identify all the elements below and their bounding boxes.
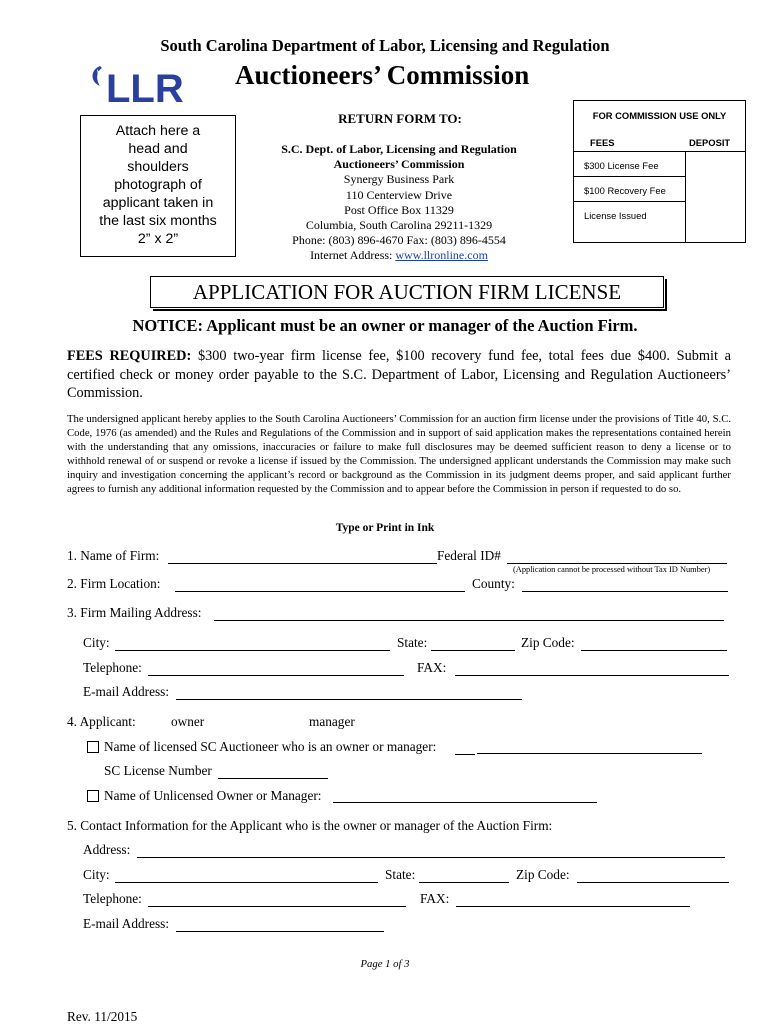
sc-license-input[interactable] [218,778,328,779]
return-address-line: Columbia, South Carolina 29211-1329 [305,218,493,233]
sc-license-label: SC License Number [104,763,212,778]
unlicensed-owner-input[interactable] [333,802,597,803]
firm-location-label: 2. Firm Location: [67,576,161,591]
office-row-license-fee [574,152,685,177]
fax-label: FAX: [417,660,447,675]
declaration-paragraph: The undersigned applicant hereby applies to the South Carolina Auctioneers’ Commission for an auction firm license under the provisions of Title 40, S.C. Code, 1976 (as amended) and the Rules and Regulations of the Commission and in support of said application makes the representations contained herein with the understanding that any omissions, inaccuracies or failure to make full disclosures may be deemed sufficient reason to deny a license or to withhold renewal of or suspend or revoke a license if issued by the Commission. The undersigned applicant understands the Commission may make such inquiry and investigation concerning the applicant’s record or background as the Commission in its judgment deems proper, and said applicant further agrees to furnish any additional information requested by the Commission and to appear before the Commission in person if requested to do so. [67,413,731,496]
logo-text: LLR [106,67,184,108]
fees-required-text: $300 two-year firm license fee, $100 recovery fund fee, total fees due $400. Submit a certified check or money order payable to the S.C. Department of Labor, Licensing and Regulation Auctioneers’ Commission. [67,348,731,402]
firm-name-input[interactable] [168,563,437,564]
fees-header: FEES [590,137,615,148]
licensed-auctioneer-label: Name of licensed SC Auctioneer who is an owner or manager: [104,739,437,754]
table-divider [685,151,686,243]
photo-instruction-line: photograph of [114,177,202,193]
office-row-recovery-fee [574,177,685,202]
page-number: Page 1 of 3 [360,958,410,970]
contact-state-input[interactable] [419,882,509,883]
type-print-instruction: Type or Print in Ink [335,522,435,534]
commission-use-box [573,100,746,243]
contact-fax-input[interactable] [456,906,690,907]
return-address-line: Post Office Box 11329 [344,202,454,217]
contact-state-label: State: [385,867,416,882]
county-input[interactable] [522,591,728,592]
telephone-label: Telephone: [83,660,142,675]
state-label: State: [397,635,428,650]
applicant-label: 4. Applicant: [67,714,136,729]
contact-telephone-label: Telephone: [83,891,142,906]
contact-info-label: 5. Contact Information for the Applicant who is the owner or manager of the Auction Firm: [67,818,553,833]
fees-required-label: FEES REQUIRED: [67,348,192,364]
county-label: County: [472,576,515,591]
city-label: City: [83,635,110,650]
city-input[interactable] [115,650,390,651]
department-heading: South Carolina Department of Labor, Licensing and Regulation [160,36,610,55]
return-commission: Auctioneers’ Commission [333,157,465,172]
unlicensed-owner-label: Name of Unlicensed Owner or Manager: [104,788,322,803]
contact-address-label: Address: [83,842,131,857]
licensed-auctioneer-input[interactable] [477,753,702,754]
office-row-label: License Issued [584,210,647,221]
contact-zip-label: Zip Code: [516,867,570,882]
commission-use-title: FOR COMMISSION USE ONLY [592,110,727,121]
contact-email-label: E-mail Address: [83,916,170,931]
zip-label: Zip Code: [521,635,575,650]
application-title: APPLICATION FOR AUCTION FIRM LICENSE [150,276,664,308]
contact-city-label: City: [83,867,110,882]
return-address-line: Synergy Business Park [343,172,455,187]
contact-city-input[interactable] [115,882,378,883]
unlicensed-owner-checkbox[interactable] [87,790,99,802]
email-input[interactable] [176,699,522,700]
photo-attachment-box[interactable] [80,115,236,257]
state-input[interactable] [431,650,515,651]
notice-text: NOTICE: Applicant must be an owner or manager of the Auction Firm. [132,316,638,335]
return-org: S.C. Dept. of Labor, Licensing and Regulation [281,142,517,156]
return-address-block [240,142,558,264]
federal-id-note: (Application cannot be processed without Tax ID Number) [513,565,711,574]
zip-input[interactable] [581,650,727,651]
federal-id-label: Federal ID# [437,548,501,563]
photo-size: 2” x 2” [137,231,179,247]
return-internet [240,248,558,263]
deposit-header: DEPOSIT [689,137,731,148]
office-row-label: $100 Recovery Fee [584,185,666,196]
revision-date: Rev. 11/2015 [67,1009,138,1024]
manager-option[interactable]: manager [309,714,355,729]
contact-fax-label: FAX: [420,891,450,906]
return-phone: Phone: (803) 896-4670 Fax: (803) 896-4554 [292,233,506,248]
photo-instruction-line: the last six months [99,213,217,229]
licensed-auctioneer-checkbox[interactable] [87,741,99,753]
telephone-input[interactable] [148,675,404,676]
fees-required-paragraph [67,347,731,403]
federal-id-input[interactable] [507,563,727,564]
return-form-title: RETURN FORM TO: [338,111,462,126]
contact-address-input[interactable] [137,857,725,858]
photo-instruction-line: applicant taken in [102,195,214,211]
return-address-line: 110 Centerview Drive [345,187,453,202]
mailing-address-input[interactable] [214,620,724,621]
mailing-address-label: 3. Firm Mailing Address: [67,605,202,620]
owner-option[interactable]: owner [171,714,205,729]
photo-instruction-line: Attach here a [115,123,201,139]
firm-name-label: 1. Name of Firm: [67,548,160,563]
fax-input[interactable] [455,675,729,676]
licensed-auctioneer-input-prefix [455,754,475,755]
contact-telephone-input[interactable] [148,906,406,907]
office-row-license-issued [574,202,685,227]
photo-instruction-line: shoulders [127,159,189,175]
contact-zip-input[interactable] [577,882,729,883]
website-link[interactable]: www.llronline.com [395,248,488,263]
internet-label: Internet Address: [310,248,396,263]
office-row-label: $300 License Fee [584,160,659,171]
email-label: E-mail Address: [83,684,170,699]
llr-logo [88,60,200,108]
photo-instruction-line: head and [128,141,188,157]
contact-email-input[interactable] [176,931,384,932]
commission-title: Auctioneers’ Commission [235,60,530,90]
firm-location-input[interactable] [175,591,465,592]
